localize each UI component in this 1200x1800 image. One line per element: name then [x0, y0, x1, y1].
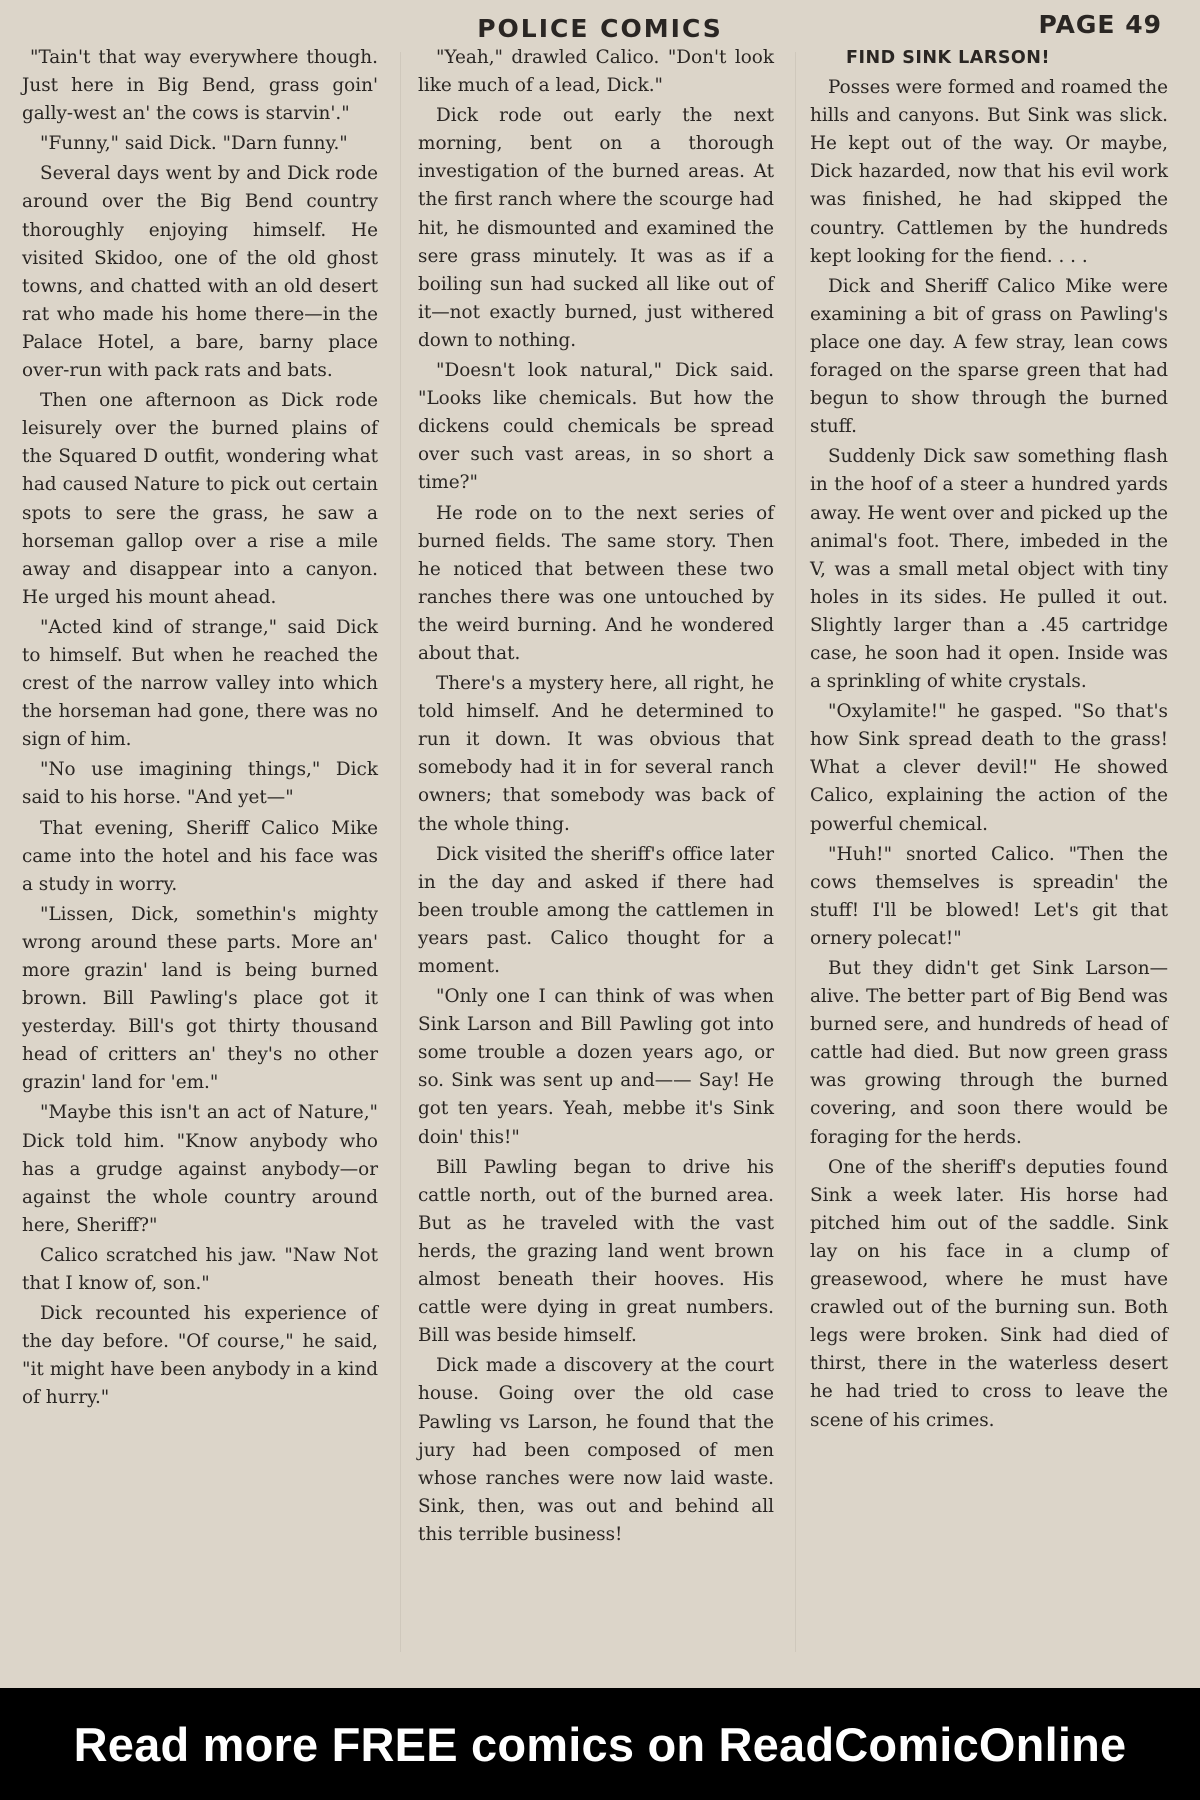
paragraph: "Doesn't look natural," Dick said. "Looks like chemicals. But how the dickens could chemicals be spread over such vast areas, in so short a time?"	[418, 360, 774, 494]
promo-banner[interactable]	[0, 1688, 1200, 1800]
paragraph: Dick and Sheriff Calico Mike were examining a bit of grass on Pawling's place one day. A few stray, lean cows foraged on the sparse green that had begun to show through the burned stuff.	[810, 275, 1168, 438]
column-divider	[795, 52, 796, 1652]
paragraph: Dick made a discovery at the court house. Going over the old case Pawling vs Larson, he found that the jury had been composed of men whose ranches were now laid waste. Sink, then, was out and behind all this terrible business!	[418, 1355, 774, 1545]
paragraph: Dick visited the sheriff's office later in the day and asked if there had been trouble among the cattlemen in years past. Calico thought for a moment.	[418, 843, 774, 977]
paragraph: "Tain't that way everywhere though. Just here in Big Bend, grass goin' gally-west an' the cows is starvin'."	[22, 47, 378, 125]
paragraph: Calico scratched his jaw. "Naw Not that I know of, son."	[22, 1244, 378, 1295]
page-number: PAGE 49	[1038, 10, 1162, 39]
paragraph: There's a mystery here, all right, he told himself. And he determined to run it down. It was obvious that somebody had it in for several ranch owners; that somebody was back of the whole thing.	[418, 673, 774, 835]
paragraph: He rode on to the next series of burned fields. The same story. Then he noticed that between these two ranches there was one untouched by the weird burning. And he wondered about that.	[418, 502, 774, 664]
promo-banner-text[interactable]: Read more FREE comics on ReadComicOnline	[73, 1717, 1127, 1771]
paragraph: "No use imagining things," Dick said to his horse. "And yet—"	[22, 759, 378, 809]
paragraph: Bill Pawling began to drive his cattle north, out of the burned area. But as he traveled with the vast herds, the grazing land went brown almost beneath their hooves. His cattle were dying in great numbers. Bill was beside himself.	[418, 1156, 774, 1347]
paragraph: Dick recounted his experience of the day before. "Of course," he said, "it might have been anybody in a kind of hurry."	[22, 1303, 378, 1409]
paragraph: But they didn't get Sink Larson—alive. The better part of Big Bend was burned sere, and hundreds of head of cattle had died. But now green grass was growing through the burned covering, and soon there would be foraging for the herds.	[810, 958, 1168, 1148]
paragraph: "Maybe this isn't an act of Nature," Dick told him. "Know anybody who has a grudge against anybody—or against the whole country around here, Sheriff?"	[22, 1102, 378, 1236]
paragraph: "Huh!" snorted Calico. "Then the cows themselves is spreadin' the stuff! I'll be blowed! Let's git that ornery polecat!"	[810, 843, 1168, 949]
text-column-1	[22, 44, 378, 1415]
section-heading: FIND SINK LARSON!	[846, 48, 1050, 68]
paragraph: "Acted kind of strange," said Dick to himself. But when he reached the crest of the narrow valley into which the horseman had gone, there was no sign of him.	[22, 616, 378, 751]
paragraph: Suddenly Dick saw something flash in the hoof of a steer a hundred yards away. He went over and picked up the animal's foot. There, imbeded in the V, was a small metal object with tiny holes in its sides. He pulled it out. Slightly larger than a .45 cartridge case, he soon had it open. Inside was a sprinkling of white crystals.	[810, 446, 1168, 693]
paragraph: "Oxylamite!" he gasped. "So that's how Sink spread death to the grass! What a clever devil!" He showed Calico, explaining the action of the powerful chemical.	[810, 701, 1168, 835]
paragraph: That evening, Sheriff Calico Mike came into the hotel and his face was a study in worry.	[22, 817, 378, 895]
page-title: POLICE COMICS	[477, 14, 723, 43]
paragraph: Posses were formed and roamed the hills and canyons. But Sink was slick. He kept out of the way. Or maybe, Dick hazarded, now that his evil work was finished, he had skipped the country. Cattlemen by the hundreds kept looking for the fiend. . . .	[810, 77, 1168, 267]
text-column-2	[418, 44, 774, 1551]
column-divider	[400, 52, 401, 1652]
paragraph: Then one afternoon as Dick rode leisurely over the burned plains of the Squared D outfit, wondering what had caused Nature to pick out certain spots to sere the grass, he saw a horseman gallop over a rise a mile away and disappear into a canyon. He urged his mount ahead.	[22, 390, 378, 608]
text-column-3	[810, 44, 1168, 1437]
paragraph: "Lissen, Dick, somethin's mighty wrong around these parts. More an' more grazin' land is being burned brown. Bill Pawling's place got it yesterday. Bill's got thirty thousand head of critters an' they's no other grazin' land for 'em."	[22, 903, 378, 1094]
paragraph: Several days went by and Dick rode around over the Big Bend country thoroughly enjoying himself. He visited Skidoo, one of the old ghost towns, and chatted with an old desert rat who made his home there—in the Palace Hotel, a bare, barny place over-run with pack rats and bats.	[22, 163, 378, 382]
paragraph: One of the sheriff's deputies found Sink a week later. His horse had pitched him out of the saddle. Sink lay on his face in a clump of greasewood, where he must have crawled out of the burning sun. Both legs were broken. Sink had died of thirst, there in the waterless desert he had tried to cross to leave the scene of his crimes.	[810, 1156, 1168, 1431]
paragraph: "Funny," said Dick. "Darn funny."	[40, 133, 348, 155]
paragraph: "Yeah," drawled Calico. "Don't look like much of a lead, Dick."	[418, 47, 774, 97]
paragraph: "Only one I can think of was when Sink Larson and Bill Pawling got into some trouble a dozen years ago, or so. Sink was sent up and—— Say! He got ten years. Yeah, mebbe it's Sink doin' this!"	[418, 986, 774, 1148]
paragraph: Dick rode out early the next morning, bent on a thorough investigation of the burned areas. At the first ranch where the scourge had hit, he dismounted and examined the sere grass minutely. It was as if a boiling sun had sucked all like out of it—not exactly burned, just withered down to nothing.	[418, 105, 774, 351]
